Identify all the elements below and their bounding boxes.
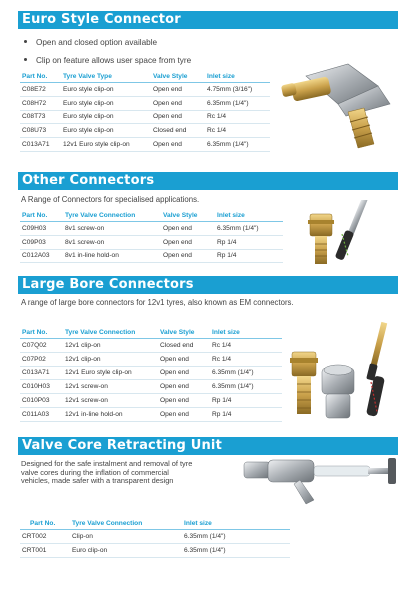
table-row bbox=[20, 124, 270, 138]
inlet-size: Rp 1/4 bbox=[210, 407, 282, 421]
part-no: C012A03 bbox=[20, 249, 63, 263]
inlet-size: 6.35mm (1/4") bbox=[182, 543, 290, 557]
table-row bbox=[20, 110, 270, 124]
table-row bbox=[20, 352, 282, 366]
col-inlet-size: Inlet size bbox=[182, 517, 290, 530]
section-title-euro: Euro Style Connector bbox=[18, 11, 398, 29]
col-tyre-valve-connection: Tyre Valve Connection bbox=[70, 517, 182, 530]
euro-spec-table bbox=[20, 70, 270, 152]
part-no: C07P02 bbox=[20, 352, 63, 366]
col-inlet-size: Inlet size bbox=[210, 326, 282, 339]
valve-style: Open end bbox=[151, 96, 205, 110]
valve-type: Euro style clip-on bbox=[61, 110, 151, 124]
valve-type: Euro style clip-on bbox=[61, 83, 151, 97]
inlet-size: 6.35mm (1/4") bbox=[205, 96, 270, 110]
table-row bbox=[20, 249, 283, 263]
valve-connection: 12v1 screw-on bbox=[63, 380, 158, 394]
part-no: CRT002 bbox=[20, 530, 70, 544]
bullet-text: Open and closed option available bbox=[36, 38, 158, 47]
section-title-other: Other Connectors bbox=[18, 172, 398, 190]
part-no: CRT001 bbox=[20, 543, 70, 557]
valve-type: Euro style clip-on bbox=[61, 96, 151, 110]
bullet-text: Clip on feature allows user space from tyre bbox=[36, 56, 192, 65]
euro-connector-image bbox=[278, 46, 408, 156]
col-valve-style: Valve Style bbox=[151, 70, 205, 83]
inlet-size: 6.35mm (1/4") bbox=[210, 366, 282, 380]
part-no: C07Q02 bbox=[20, 339, 63, 353]
table-row bbox=[20, 96, 270, 110]
inlet-size: 6.35mm (1/4") bbox=[215, 222, 283, 236]
table-row bbox=[20, 138, 270, 152]
table-row bbox=[20, 366, 282, 380]
table-row bbox=[20, 235, 283, 249]
core-spec-table bbox=[20, 517, 290, 558]
valve-connection: Clip-on bbox=[70, 530, 182, 544]
valve-style: Open end bbox=[158, 380, 210, 394]
inlet-size: 6.35mm (1/4") bbox=[210, 380, 282, 394]
valve-connection: 12v1 clip-on bbox=[63, 339, 158, 353]
valve-type: Euro style clip-on bbox=[61, 124, 151, 138]
part-no: C08H72 bbox=[20, 96, 61, 110]
col-part-no: Part No. bbox=[20, 209, 63, 222]
bullet-dot bbox=[24, 40, 27, 43]
valve-connection: 12v1 in-line hold-on bbox=[63, 407, 158, 421]
valve-style: Open end bbox=[158, 407, 210, 421]
table-row bbox=[20, 380, 282, 394]
col-inlet-size: Inlet size bbox=[215, 209, 283, 222]
col-valve-style: Valve Style bbox=[158, 326, 210, 339]
inlet-size: Rp 1/4 bbox=[215, 235, 283, 249]
section-title-large: Large Bore Connectors bbox=[18, 276, 398, 294]
valve-connection: 8v1 screw-on bbox=[63, 222, 161, 236]
valve-connection: 8v1 in-line hold-on bbox=[63, 249, 161, 263]
part-no: C08U73 bbox=[20, 124, 61, 138]
part-no: C08E72 bbox=[20, 83, 61, 97]
inlet-size: Rc 1/4 bbox=[205, 124, 270, 138]
col-part-no: Part No. bbox=[20, 326, 63, 339]
valve-style: Open end bbox=[158, 366, 210, 380]
part-no: C08T73 bbox=[20, 110, 61, 124]
valve-core-retracting-unit-image bbox=[240, 450, 400, 514]
other-connectors-image bbox=[296, 200, 396, 268]
part-no: C011A03 bbox=[20, 407, 63, 421]
valve-style: Closed end bbox=[151, 124, 205, 138]
table-row bbox=[20, 222, 283, 236]
bullet-dot bbox=[24, 58, 27, 61]
valve-style: Open end bbox=[161, 249, 215, 263]
valve-style: Open end bbox=[161, 222, 215, 236]
valve-style: Closed end bbox=[158, 339, 210, 353]
large-bore-connectors-image bbox=[282, 318, 402, 432]
valve-connection: 12v1 clip-on bbox=[63, 352, 158, 366]
inlet-size: 6.35mm (1/4") bbox=[205, 138, 270, 152]
part-no: C010P03 bbox=[20, 394, 63, 408]
large-spec-table bbox=[20, 326, 282, 422]
inlet-size: 4.75mm (3/16") bbox=[205, 83, 270, 97]
bullet-clip-on bbox=[24, 56, 191, 65]
col-valve-style: Valve Style bbox=[161, 209, 215, 222]
other-spec-table bbox=[20, 209, 283, 263]
part-no: C010H03 bbox=[20, 380, 63, 394]
part-no: C09H03 bbox=[20, 222, 63, 236]
valve-connection: 12v1 Euro style clip-on bbox=[63, 366, 158, 380]
part-no: C013A71 bbox=[20, 366, 63, 380]
table-row bbox=[20, 394, 282, 408]
table-row bbox=[20, 530, 290, 544]
other-intro: A Range of Connectors for specialised applications. bbox=[21, 195, 200, 204]
valve-style: Open end bbox=[158, 394, 210, 408]
valve-style: Open end bbox=[151, 138, 205, 152]
valve-style: Open end bbox=[158, 352, 210, 366]
inlet-size: Rc 1/4 bbox=[210, 352, 282, 366]
col-tyre-valve-connection: Tyre Valve Connection bbox=[63, 209, 161, 222]
section-title-core: Valve Core Retracting Unit bbox=[18, 437, 398, 455]
valve-style: Open end bbox=[151, 110, 205, 124]
inlet-size: Rc 1/4 bbox=[205, 110, 270, 124]
col-inlet-size: Inlet size bbox=[205, 70, 270, 83]
valve-style: Open end bbox=[161, 235, 215, 249]
table-row bbox=[20, 543, 290, 557]
col-tyre-valve-type: Tyre Valve Type bbox=[61, 70, 151, 83]
col-part-no: Part No. bbox=[20, 517, 70, 530]
core-intro: Designed for the safe instalment and removal of tyre valve cores during the inflation of commercial vehicles, made safer with a transparent design bbox=[21, 459, 193, 485]
valve-connection: 8v1 screw-on bbox=[63, 235, 161, 249]
bullet-open-closed bbox=[24, 38, 157, 47]
inlet-size: Rp 1/4 bbox=[210, 394, 282, 408]
inlet-size: Rp 1/4 bbox=[215, 249, 283, 263]
table-row bbox=[20, 83, 270, 97]
inlet-size: Rc 1/4 bbox=[210, 339, 282, 353]
col-tyre-valve-connection: Tyre Valve Connection bbox=[63, 326, 158, 339]
table-row bbox=[20, 339, 282, 353]
valve-connection: 12v1 screw-on bbox=[63, 394, 158, 408]
valve-style: Open end bbox=[151, 83, 205, 97]
table-row bbox=[20, 407, 282, 421]
valve-type: 12v1 Euro style clip-on bbox=[61, 138, 151, 152]
large-intro: A range of large bore connectors for 12v1 tyres, also known as EM connectors. bbox=[21, 298, 294, 307]
part-no: C09P03 bbox=[20, 235, 63, 249]
col-part-no: Part No. bbox=[20, 70, 61, 83]
part-no: C013A71 bbox=[20, 138, 61, 152]
valve-connection: Euro clip-on bbox=[70, 543, 182, 557]
inlet-size: 6.35mm (1/4") bbox=[182, 530, 290, 544]
